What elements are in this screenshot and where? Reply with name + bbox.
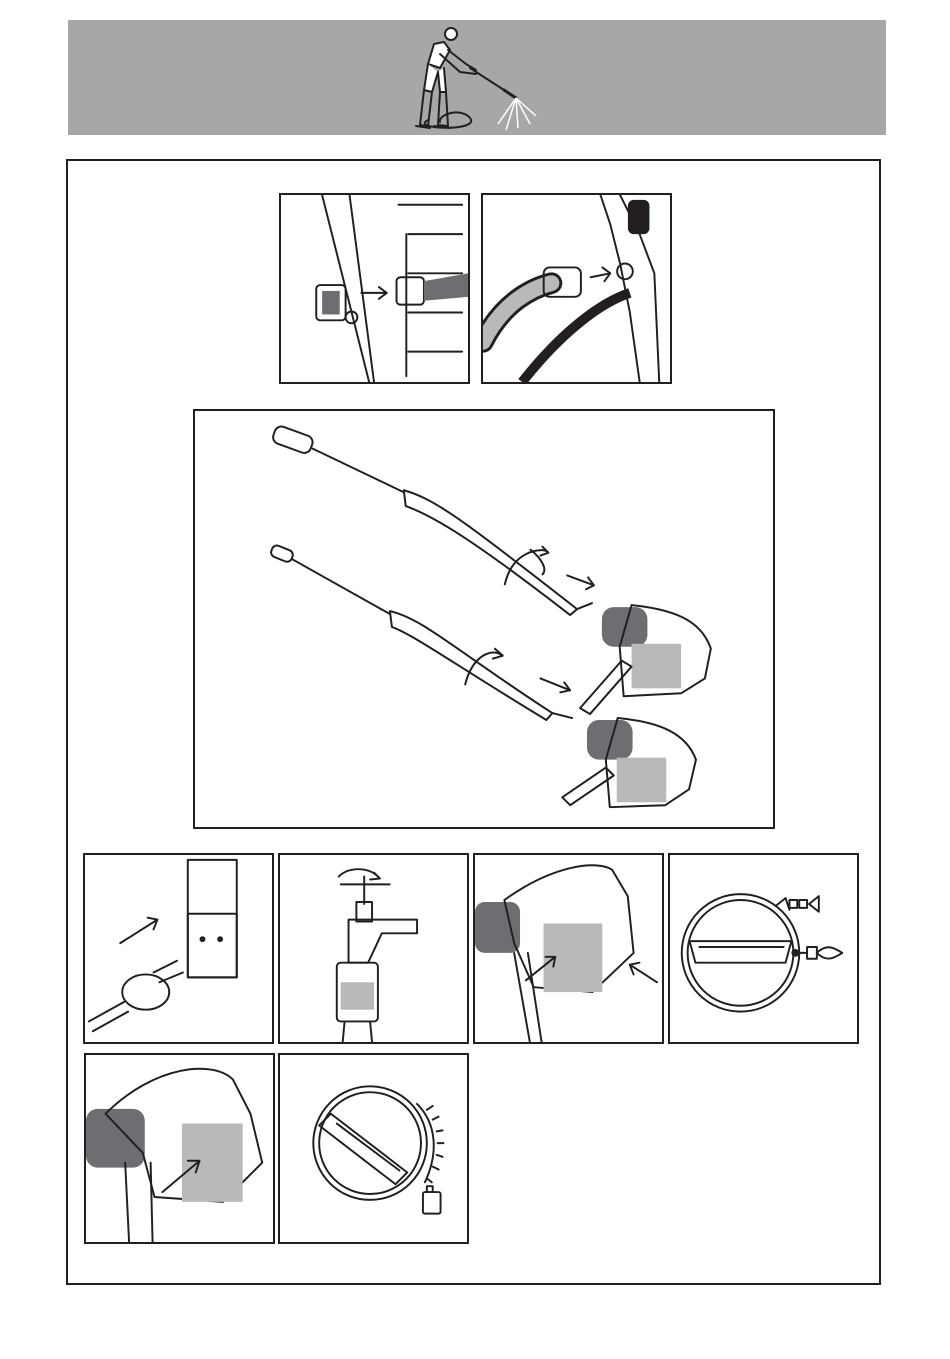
water-tap-icon	[280, 855, 467, 1042]
mains-plug-icon	[85, 855, 272, 1042]
trigger-lock-icon	[86, 1055, 273, 1242]
spray-gun-upper	[580, 605, 711, 714]
step-open-tap	[278, 853, 469, 1044]
step-detergent-dial	[278, 1053, 469, 1244]
spray-selector-dial-icon	[670, 855, 857, 1042]
hose-outlet-connection-icon	[281, 195, 468, 382]
step-connect-hose-to-machine	[279, 193, 470, 384]
step-attach-lances	[193, 409, 775, 829]
lance-attachment-icon	[195, 411, 773, 827]
spray-gun-lower	[562, 718, 696, 807]
hose-gun-connection-icon	[483, 195, 670, 382]
step-pull-trigger	[473, 853, 664, 1044]
trigger-gun-icon	[475, 855, 662, 1042]
step-lock-trigger	[84, 1053, 275, 1244]
person-spraying-icon	[68, 20, 886, 135]
detergent-dial-icon	[280, 1055, 467, 1242]
step-connect-hose-to-gun	[481, 193, 672, 384]
step-plug-in	[83, 853, 274, 1044]
header-band	[68, 20, 886, 135]
step-select-spray	[668, 853, 859, 1044]
